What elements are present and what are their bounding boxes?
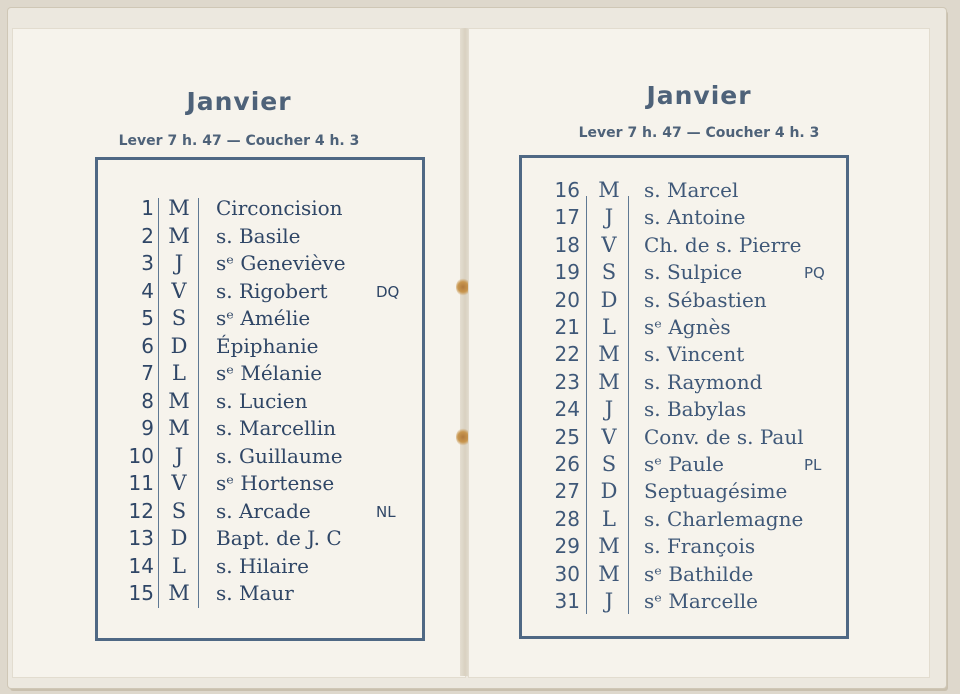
weekday-letter: V [601, 232, 617, 257]
calendar-row [522, 507, 846, 535]
saint-name: s. Antoine [644, 205, 746, 230]
saint-name: sᵉ Geneviève [216, 251, 346, 275]
saint-name: sᵉ Paule [644, 452, 724, 476]
weekday-letter: D [170, 333, 188, 358]
calendar-row [98, 526, 422, 554]
calendar-row [522, 534, 846, 562]
day-number: 10 [128, 443, 154, 468]
day-number: 11 [128, 471, 154, 495]
saint-name: sᵉ Hortense [216, 471, 335, 495]
calendar-row [522, 205, 846, 233]
day-number: 27 [554, 479, 580, 504]
saint-name: s. Sulpice [644, 260, 743, 285]
calendar-row [98, 334, 422, 362]
day-number: 25 [554, 424, 580, 449]
day-number: 23 [554, 369, 580, 394]
calendar-row [522, 452, 846, 480]
day-number: 8 [141, 388, 154, 413]
sunrise-sunset: Lever 7 h. 47 — Coucher 4 h. 3 [118, 133, 360, 149]
weekday-letter: J [174, 251, 184, 275]
day-number: 21 [554, 315, 580, 339]
calendar-row [522, 315, 846, 343]
saint-name: Conv. de s. Paul [644, 424, 804, 449]
saint-name: s. Hilaire [216, 553, 309, 578]
saint-name: s. Rigobert [216, 278, 328, 303]
weekday-letter: L [172, 553, 186, 578]
weekday-letter: M [168, 416, 190, 440]
weekday-letter: D [170, 526, 188, 550]
saint-name: Circoncision [216, 196, 343, 220]
day-number: 15 [128, 581, 154, 605]
day-number: 3 [141, 251, 154, 275]
saint-name: sᵉ Bathilde [644, 561, 754, 586]
saint-name: sᵉ Mélanie [216, 361, 323, 385]
weekday-letter: D [600, 287, 618, 312]
weekday-letter: S [601, 260, 617, 285]
saint-name: s. Basile [216, 223, 301, 248]
weekday-letter: M [598, 342, 620, 367]
saint-name: s. Arcade [216, 498, 311, 523]
day-number: 2 [141, 223, 154, 248]
calendar-row [522, 562, 846, 590]
day-number: 6 [141, 333, 154, 358]
calendar-row [98, 361, 422, 389]
calendar-row [98, 306, 422, 334]
weekday-letter: J [604, 589, 614, 613]
weekday-letter: J [604, 397, 614, 422]
day-number: 13 [128, 526, 154, 550]
weekday-letter: M [168, 223, 190, 248]
month-title: Janvier [646, 81, 752, 110]
weekday-letter: D [600, 479, 618, 504]
day-number: 17 [554, 205, 580, 230]
calendar-row [522, 233, 846, 261]
calendar-row [98, 279, 422, 307]
calendar-row [98, 251, 422, 279]
calendar-box [95, 157, 425, 641]
day-number: 22 [554, 342, 580, 367]
calendar-row [98, 196, 422, 224]
day-number: 18 [554, 232, 580, 257]
weekday-letter: V [171, 471, 187, 495]
calendar-row [522, 178, 846, 206]
saint-name: s. Sébastien [644, 287, 767, 312]
calendar-row [98, 444, 422, 472]
weekday-letter: M [168, 581, 190, 605]
weekday-letter: L [602, 315, 616, 339]
day-number: 14 [128, 553, 154, 578]
saint-name: sᵉ Agnès [644, 315, 731, 339]
left-page [12, 28, 466, 678]
day-number: 12 [128, 498, 154, 523]
day-number: 1 [141, 196, 154, 220]
calendar-row [98, 471, 422, 499]
saint-name: s. Vincent [644, 342, 745, 367]
saint-name: Septuagésime [644, 479, 788, 504]
saint-name: s. Charlemagne [644, 506, 804, 531]
saint-name: s. Guillaume [216, 443, 343, 468]
saint-name: s. Maur [216, 581, 294, 605]
weekday-letter: M [168, 196, 190, 220]
weekday-letter: M [168, 388, 190, 413]
right-page [468, 28, 930, 678]
weekday-letter: L [602, 506, 616, 531]
calendar-row [522, 260, 846, 288]
calendar-row [522, 288, 846, 316]
saint-name: s. Marcellin [216, 416, 337, 440]
calendar-row [522, 342, 846, 370]
weekday-letter: S [171, 306, 187, 330]
moon-phase: PL [804, 456, 822, 474]
day-number: 19 [554, 260, 580, 285]
day-number: 31 [554, 589, 580, 613]
month-title: Janvier [186, 87, 292, 116]
saint-name: s. Raymond [644, 369, 763, 394]
saint-name: s. Marcel [644, 178, 739, 202]
weekday-letter: L [172, 361, 186, 385]
calendar-box [519, 155, 849, 639]
weekday-letter: V [171, 278, 187, 303]
moon-phase: PQ [804, 264, 825, 283]
calendar-row [98, 224, 422, 252]
calendar-row [98, 581, 422, 609]
saint-name: sᵉ Amélie [216, 306, 311, 330]
weekday-letter: M [598, 178, 620, 202]
moon-phase: DQ [376, 282, 400, 301]
day-number: 26 [554, 452, 580, 476]
sunrise-sunset: Lever 7 h. 47 — Coucher 4 h. 3 [578, 125, 820, 141]
day-number: 30 [554, 561, 580, 586]
saint-name: Bapt. de J. C [216, 526, 342, 550]
calendar-row [522, 425, 846, 453]
weekday-letter: J [604, 205, 614, 230]
calendar-row [98, 416, 422, 444]
calendar-row [98, 389, 422, 417]
almanac-booklet [8, 8, 946, 688]
saint-name: s. Lucien [216, 388, 308, 413]
saint-name: s. François [644, 534, 756, 559]
saint-name: Épiphanie [216, 333, 319, 358]
saint-name: sᵉ Marcelle [644, 589, 758, 613]
moon-phase: NL [376, 502, 396, 521]
day-number: 20 [554, 287, 580, 312]
weekday-letter: V [601, 424, 617, 449]
day-number: 9 [141, 416, 154, 440]
calendar-row [522, 370, 846, 398]
weekday-letter: M [598, 534, 620, 559]
weekday-letter: J [174, 443, 184, 468]
calendar-row [98, 499, 422, 527]
calendar-row [522, 479, 846, 507]
calendar-row [522, 397, 846, 425]
day-number: 24 [554, 397, 580, 422]
day-number: 16 [554, 178, 580, 202]
day-number: 28 [554, 506, 580, 531]
saint-name: Ch. de s. Pierre [644, 232, 802, 257]
calendar-row [522, 589, 846, 617]
weekday-letter: M [598, 561, 620, 586]
day-number: 5 [141, 306, 154, 330]
saint-name: s. Babylas [644, 397, 747, 422]
day-number: 4 [141, 278, 154, 303]
weekday-letter: M [598, 369, 620, 394]
calendar-row [98, 554, 422, 582]
day-number: 29 [554, 534, 580, 559]
weekday-letter: S [601, 452, 617, 476]
day-number: 7 [141, 361, 154, 385]
weekday-letter: S [171, 498, 187, 523]
